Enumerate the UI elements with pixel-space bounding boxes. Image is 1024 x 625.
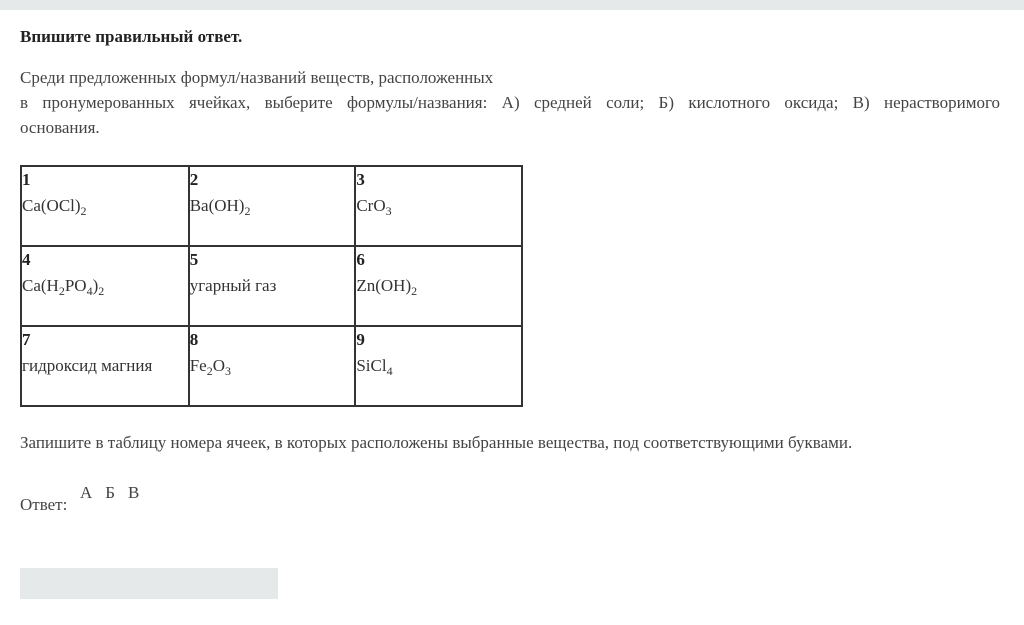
- answer-input[interactable]: [20, 568, 278, 599]
- cell-substance: CrO$_3$: [356, 196, 392, 218]
- cell-substance: $Ba(OH)_2$: [189, 196, 251, 218]
- table-cell: [355, 326, 522, 406]
- answer-letter-b: Б: [105, 483, 116, 502]
- cell-substance: $Ca(H_2PO_4)_2$: [22, 276, 105, 298]
- top-bar: [0, 0, 1024, 10]
- table-cell: [355, 246, 522, 326]
- table-row: [21, 246, 522, 326]
- cell-number: 1: [22, 170, 31, 189]
- table-cell: [189, 326, 356, 406]
- answer-instruction: Запишите в таблицу номера ячеек, в которых расположены выбранные вещества, под соответствующими буквами.: [20, 433, 853, 452]
- cell-number: 3: [356, 170, 365, 189]
- table-cell: [21, 166, 189, 246]
- task-description-line-1: Среди предложенных формул/названий веществ, расположенных: [20, 68, 494, 87]
- table-cell: [189, 246, 356, 326]
- cell-number: 4: [22, 250, 31, 269]
- task-description: [20, 65, 1000, 140]
- table-cell: [189, 166, 356, 246]
- table-row: [21, 166, 522, 246]
- cell-number: 5: [189, 250, 199, 269]
- table-row: [21, 326, 522, 406]
- task-description-line-2: в пронумерованных ячейках, выберите формулы/названия: А) средней соли; Б) кислотного оксида; В) нерастворимого: [20, 93, 1000, 112]
- cell-substance: гидроксид магния: [22, 356, 153, 375]
- cell-number: 2: [189, 170, 199, 189]
- cell-number: 8: [189, 330, 199, 349]
- answer-letter-v: В: [128, 483, 140, 502]
- cell-substance: $Fe_2O_3$: [189, 356, 231, 378]
- cell-number: 7: [22, 330, 31, 349]
- table-cell: [21, 326, 189, 406]
- answer-column-letters: [80, 483, 152, 503]
- cell-substance: $Ca(OCl)_2$: [22, 196, 87, 218]
- task-heading: Впишите правильный ответ.: [20, 27, 243, 46]
- cell-substance: угарный газ: [189, 276, 277, 295]
- cell-number: 6: [356, 250, 365, 269]
- substances-table: [20, 165, 523, 407]
- cell-substance: $Zn(OH)_2$: [356, 276, 418, 298]
- cell-substance: SiCl$_4$: [356, 356, 393, 378]
- task-description-line-3: основания.: [20, 118, 100, 137]
- table-cell: [355, 166, 522, 246]
- answer-label: Ответ:: [20, 495, 68, 514]
- cell-number: 9: [356, 330, 365, 349]
- answer-letter-a: А: [80, 483, 93, 502]
- table-cell: [21, 246, 189, 326]
